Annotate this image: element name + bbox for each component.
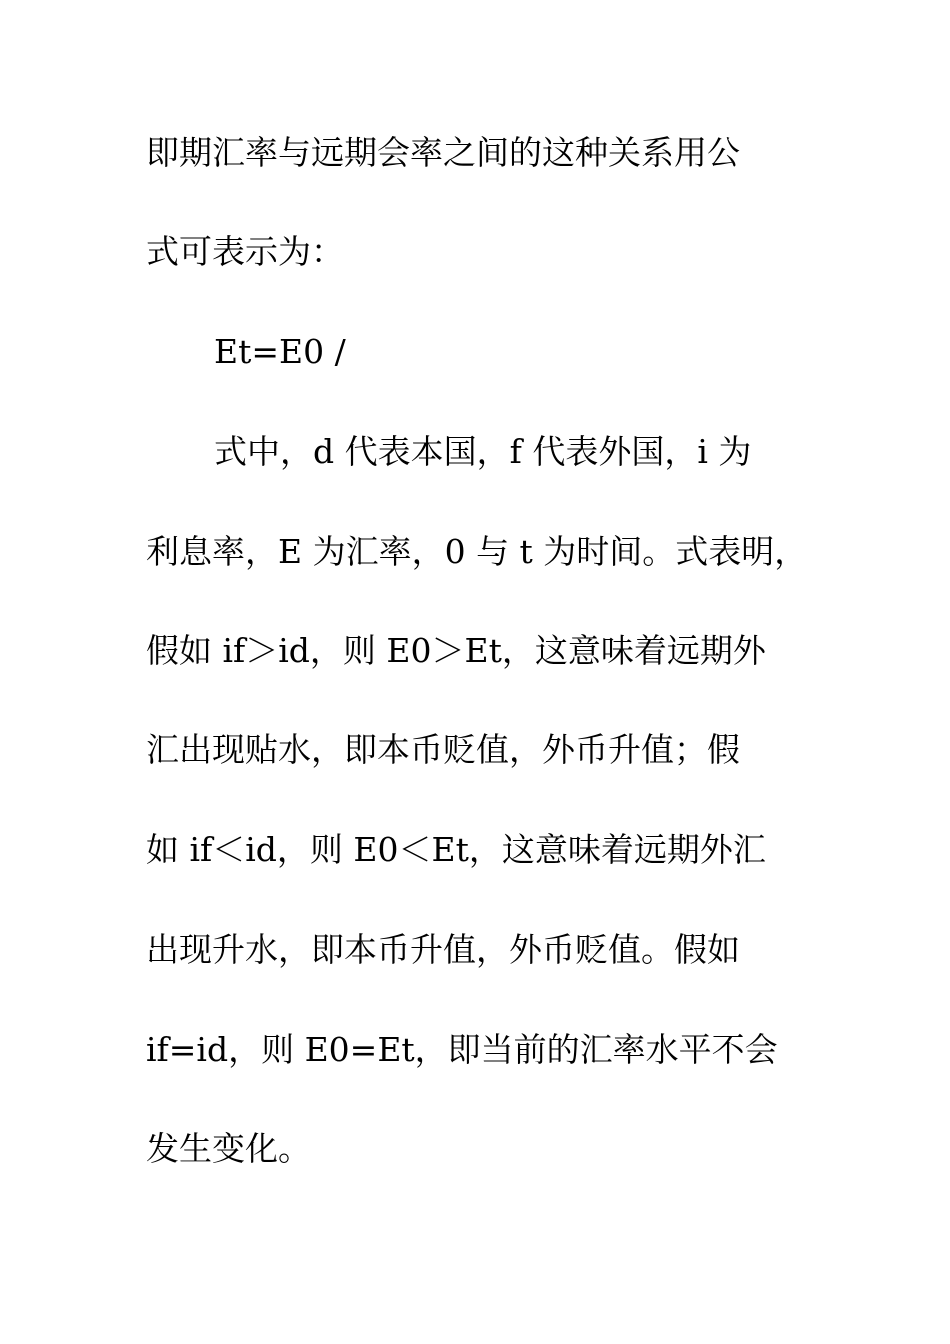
paragraph-line-10: if=id，则 E0=Et，即当前的汇率水平不会 bbox=[146, 1030, 778, 1069]
paragraph-line-4: 式中，d 代表本国，f 代表外国，i 为 bbox=[214, 432, 752, 471]
paragraph-line-6: 假如 if＞id，则 E0＞Et，这意味着远期外 bbox=[146, 631, 766, 670]
paragraph-line-5: 利息率，E 为汇率，0 与 t 为时间。式表明， bbox=[146, 532, 808, 571]
paragraph-line-9: 出现升水，即本币升值，外币贬值。假如 bbox=[146, 930, 740, 969]
paragraph-line-2: 式可表示为： bbox=[146, 232, 344, 271]
paragraph-line-8: 如 if＜id，则 E0＜Et，这意味着远期外汇 bbox=[146, 830, 766, 869]
paragraph-line-11: 发生变化。 bbox=[146, 1129, 311, 1168]
formula-line: Et=E0 / bbox=[214, 332, 346, 371]
paragraph-line-1: 即期汇率与远期会率之间的这种关系用公 bbox=[146, 133, 740, 172]
paragraph-line-7: 汇出现贴水，即本币贬值，外币升值；假 bbox=[146, 730, 740, 769]
